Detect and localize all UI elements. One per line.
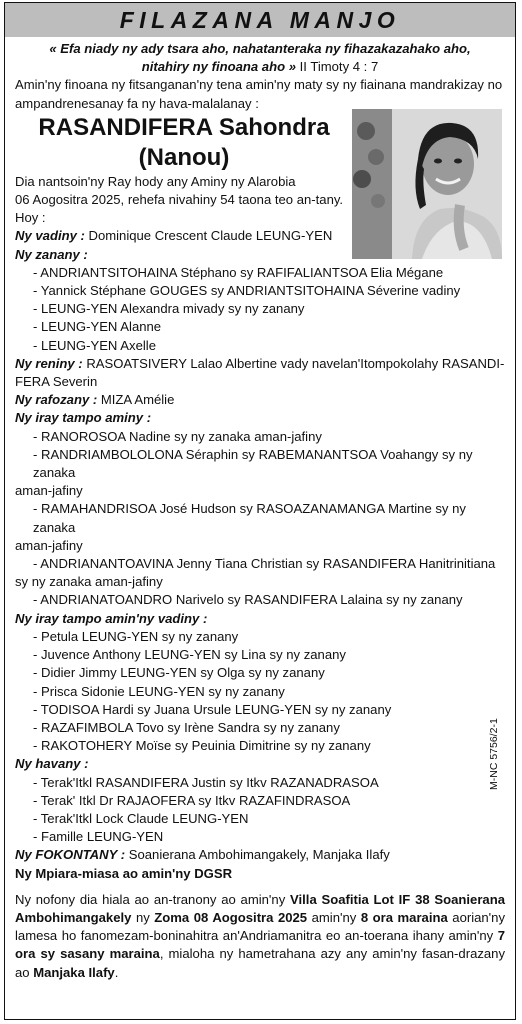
list-item-cont: sy ny zanaka aman-jafiny bbox=[15, 574, 163, 590]
list-item: - Famille LEUNG-YEN bbox=[33, 829, 164, 845]
mother-value-cont: FERA Severin bbox=[15, 374, 98, 390]
relatives-list bbox=[15, 774, 505, 847]
burial-text: . bbox=[114, 964, 119, 980]
spouse-value: Dominique Crescent Claude LEUNG-YEN bbox=[88, 228, 333, 244]
list-item: - Terak' Itkl Dr RAJAOFERA sy Itkv RAZAFINDRASOA bbox=[33, 792, 351, 808]
list-item: - LEUNG-YEN Alanne bbox=[33, 319, 162, 335]
list-item: - Juvence Anthony LEUNG-YEN sy Lina sy ny zanany bbox=[33, 647, 346, 663]
death-line-1: Dia nantsoin'ny Ray hody any Aminy ny Alarobia bbox=[15, 173, 296, 189]
list-item: - LEUNG-YEN Axelle bbox=[33, 337, 156, 353]
spouse-siblings-label: Ny iray tampo amin'ny vadiny : bbox=[15, 610, 208, 626]
list-item: - RANDRIAMBOLOLONA Séraphin sy RABEMANANTSOA Voahangy sy ny zanaka bbox=[33, 446, 473, 481]
notice-body bbox=[15, 40, 505, 982]
death-announcement bbox=[15, 173, 351, 228]
burial-paragraph bbox=[15, 891, 505, 982]
spouse-row bbox=[15, 227, 505, 245]
list-item: - ANDRIANANTOAVINA Jenny Tiana Christian sy RASANDIFERA Hanitrinitiana bbox=[33, 556, 496, 572]
list-item: - RAZAFIMBOLA Tovo sy Irène Sandra sy ny zanany bbox=[33, 719, 340, 735]
hoy-label: Hoy : bbox=[15, 210, 46, 226]
burial-text: , mialoha ny hametrahana azy any amin'ny fasan-drazany ao bbox=[15, 946, 506, 980]
burial-time: 8 ora maraina bbox=[360, 909, 448, 925]
list-item: - Prisca Sidonie LEUNG-YEN sy ny zanany bbox=[33, 683, 285, 699]
burial-place: Manjaka Ilafy bbox=[33, 964, 115, 980]
verse-reference: II Timoty 4 : 7 bbox=[299, 59, 379, 75]
deceased-nickname: (Nanou) bbox=[138, 143, 230, 171]
list-item: - Terak'Itkl Lock Claude LEUNG-YEN bbox=[33, 810, 249, 826]
in-law-value: MIZA Amélie bbox=[100, 392, 175, 408]
list-item: - ANDRIANATOANDRO Narivelo sy RASANDIFERA Lalaina sy ny zanany bbox=[33, 592, 463, 608]
burial-date: Zoma 08 Aogositra 2025 bbox=[154, 909, 308, 925]
children-label: Ny zanany : bbox=[15, 246, 88, 262]
mass-time: 7 ora sy sasany maraina bbox=[15, 928, 505, 962]
deceased-name: RASANDIFERA Sahondra bbox=[38, 113, 330, 141]
list-item: - RANOROSOA Nadine sy ny zanaka aman-jafiny bbox=[33, 428, 322, 444]
siblings-label: Ny iray tampo aminy : bbox=[15, 410, 152, 426]
spouse-label: Ny vadiny : bbox=[15, 228, 85, 244]
list-item-cont: aman-jafiny bbox=[15, 537, 83, 553]
verse-line-2: nitahiry ny finoana aho » bbox=[141, 59, 296, 75]
intro-text: Amin'ny finoana ny fitsanganan'ny tena amin'ny maty sy ny fiainana mandrakizay no ampandrenesanay fa ny hava-malalanay : bbox=[15, 77, 503, 111]
verse-line-1: « Efa niady ny ady tsara aho, nahatanteraka ny fihazakazahako aho, bbox=[49, 41, 471, 56]
relatives-label: Ny havany : bbox=[15, 756, 89, 772]
reference-code: M-NC 5756/2-1 bbox=[488, 718, 500, 790]
burial-location: Villa Soafitia Lot IF 38 Soanierana Ambohimangakely bbox=[15, 891, 505, 925]
list-item: - RAKOTOHERY Moïse sy Peuinia Dimitrine sy ny zanany bbox=[33, 738, 371, 754]
list-item: - ANDRIANTSITOHAINA Stéphano sy RAFIFALIANTSOA Elia Mégane bbox=[33, 264, 444, 280]
spouse-siblings-list bbox=[15, 628, 505, 755]
fokontany-label: Ny FOKONTANY : bbox=[15, 847, 126, 863]
children-list bbox=[15, 264, 505, 355]
list-item: - Petula LEUNG-YEN sy ny zanany bbox=[33, 628, 239, 644]
list-item: - Didier Jimmy LEUNG-YEN sy Olga sy ny zanany bbox=[33, 665, 325, 681]
list-item: - Yannick Stéphane GOUGES sy ANDRIANTSITOHAINA Séverine vadiny bbox=[33, 283, 461, 299]
fokontany-value: Soanierana Ambohimangakely, Manjaka Ilafy bbox=[128, 847, 390, 863]
fokontany-row bbox=[15, 846, 505, 864]
burial-text: Ny nofony dia hiala ao an-tranony ao amin'ny bbox=[15, 891, 291, 907]
siblings-list bbox=[15, 428, 505, 610]
burial-text: ny bbox=[131, 909, 155, 925]
mother-label: Ny reniny : bbox=[15, 355, 83, 371]
header-title: FILAZANA MANJO bbox=[119, 6, 401, 33]
header-banner bbox=[5, 3, 515, 37]
mother-value: RASOATSIVERY Lalao Albertine vady navelan'Itompokolahy RASANDI- bbox=[86, 355, 505, 371]
in-law-row bbox=[15, 391, 505, 409]
burial-text: aorian'ny lamesa ho fanomezam-boninahitra an'Andriamanitra eo an-toerana ihany amin'ny bbox=[15, 909, 506, 944]
bible-verse bbox=[15, 40, 505, 76]
list-item: - TODISOA Hardi sy Juana Ursule LEUNG-YEN sy ny zanany bbox=[33, 701, 392, 717]
list-item: - RAMAHANDRISOA José Hudson sy RASOAZANAMANGA Martine sy ny zanaka bbox=[33, 501, 466, 535]
mother-row bbox=[15, 355, 505, 373]
list-item: - LEUNG-YEN Alexandra mivady sy ny zanany bbox=[33, 301, 305, 317]
colleagues-row: Ny Mpiara-miasa ao amin'ny DGSR bbox=[15, 865, 233, 881]
in-law-label: Ny rafozany : bbox=[15, 392, 98, 408]
list-item-cont: aman-jafiny bbox=[15, 483, 83, 499]
list-item: - Terak'Itkl RASANDIFERA Justin sy Itkv RAZANADRASOA bbox=[33, 774, 379, 790]
burial-text: amin'ny bbox=[307, 909, 361, 925]
death-line-2: 06 Aogositra 2025, rehefa nivahiny 54 taona teo an-tany. bbox=[15, 192, 344, 208]
